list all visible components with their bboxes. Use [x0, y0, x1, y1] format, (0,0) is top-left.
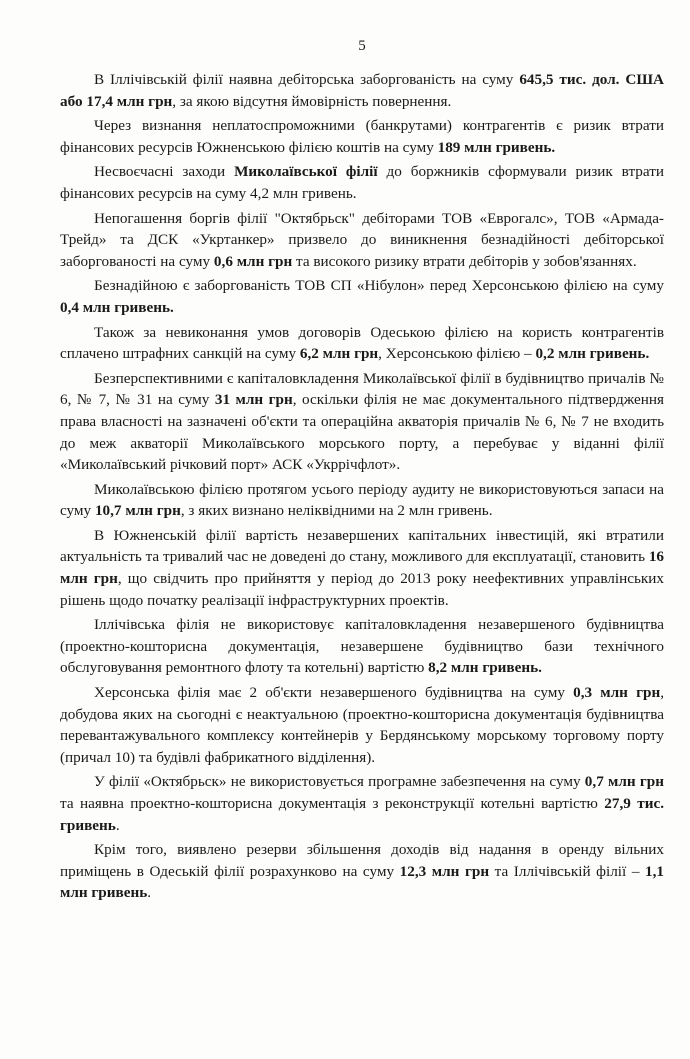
paragraph-text: Безперспективними є капіталовкладення Миколаївської філії в будівництво причалів № 6, № 7, № 31 на суму — [60, 369, 664, 409]
bold-amount: 0,6 млн грн — [213, 252, 293, 270]
paragraph-text: та Іллічівській філії – — [489, 862, 645, 880]
paragraph-text: . — [115, 816, 120, 834]
paragraph — [60, 682, 664, 768]
paragraph-text: , за якою відсутня ймовірність повернення. — [172, 92, 452, 110]
bold-amount: 0,3 млн грн — [573, 684, 661, 702]
paragraph-text: Через визнання неплатоспроможними (банкрутами) контрагентів є ризик втрати фінансових ресурсів Южненською філією коштів на суму — [60, 117, 664, 156]
paragraph-text: та наявна проектно-кошторисна документація з реконструкції котельні вартістю — [60, 795, 605, 812]
paragraph-text: Херсонська філія має 2 об'єкти незавершеного будівництва на суму — [94, 684, 574, 702]
paragraph-text: . — [147, 884, 152, 902]
paragraph-text: Крім того, виявлено резерви збільшення доходів від надання в оренду вільних приміщень в Одеській філії розрахунково на суму — [60, 841, 664, 880]
bold-amount: 27,9 тис. гривень — [60, 795, 664, 834]
paragraph-text: Непогашення боргів філії "Октябрьск" дебіторами ТОВ «Еврогалс», ТОВ «Армада-Трейд» та ДСК «Укртанкер» призвело до виникнення безнадійності дебіторської заборгованості на суму — [60, 209, 664, 270]
bold-amount: 10,7 млн грн — [94, 502, 181, 520]
paragraph-text: , з яких визнано неліквідними на 2 млн гривень. — [180, 502, 493, 520]
paragraph — [60, 839, 664, 904]
paragraph — [60, 208, 664, 273]
paragraph-text: Також за невиконання умов договорів Одеською філією на користь контрагентів сплачено штрафних санкцій на суму — [60, 323, 664, 363]
paragraph-text: , оскільки філія не має документального підтвердження права власності на зазначені об'єкти та операційна акваторія причалів № 6, № 7 не входить до меж акваторії Миколаївського морського порту, а перебуває у віданні філії «Миколаївський річковий порт» АСК «Укррічфлот». — [60, 391, 664, 474]
paragraph-text: Несвоєчасні заходи — [94, 163, 235, 181]
paragraph-text: , Херсонською філією – — [378, 345, 536, 363]
bold-amount: 31 млн грн — [214, 391, 293, 409]
bold-amount: 1,1 млн гривень — [60, 862, 664, 902]
paragraph — [60, 115, 664, 158]
paragraph-text: до боржників сформували ризик втрати фінансових ресурсів на суму 4,2 млн гривень. — [60, 163, 664, 202]
bold-amount: 645,5 тис. дол. США або 17,4 млн грн — [60, 71, 665, 110]
paragraph — [60, 322, 664, 365]
paragraph-text: Іллічівська філія не використовує капіталовкладення незавершеного будівництва (проектно-кошторисна документація, незавершене будівництво бази технічного обслуговування ремонтного флоту та котельні) вартістю — [60, 616, 664, 677]
paragraph-text: В Южненській філії вартість незавершених капітальних інвестицій, які втратили актуальність та тривалий час не доведені до стану, можливого для експлуатації, становить — [60, 526, 664, 566]
paragraph — [60, 614, 664, 679]
paragraph-text: та високого ризику втрати дебіторів у зобов'язаннях. — [292, 252, 637, 270]
bold-amount: 189 млн гривень. — [437, 138, 556, 156]
page-number: 5 — [358, 38, 366, 54]
paragraph-text: Миколаївською філією протягом усього періоду аудиту не використовуються запаси на суму — [60, 480, 664, 520]
paragraph-text: Безнадійною є заборгованість ТОВ СП «Нібулон» перед Херсонською філією на суму — [94, 277, 664, 295]
bold-amount: 8,2 млн гривень. — [428, 659, 542, 677]
paragraph — [60, 771, 664, 836]
paragraph — [60, 69, 664, 112]
paragraph-text: , добудова яких на сьогодні є неактуальною (проектно-кошторисна документація будівництва перевантажувального комплексу контейнерів у Бердянському морському торговому порту (причал 10) та будівлі фабрикатного відділення). — [60, 684, 664, 766]
bold-amount: 0,2 млн гривень. — [535, 345, 650, 363]
bold-amount: 0,7 млн грн — [584, 773, 664, 791]
bold-amount: 12,3 млн грн — [399, 862, 490, 880]
bold-amount: Миколаївської філії — [234, 163, 378, 181]
paragraph — [60, 479, 664, 522]
paragraph-text: В Іллічівській філії наявна дебіторська заборгованість на суму — [94, 71, 520, 88]
paragraph-text: , що свідчить про прийняття у період до 2013 року неефективних управлінських рішень щодо початку реалізації інфраструктурних проектів. — [60, 570, 664, 609]
paragraph — [60, 275, 664, 318]
paragraph-text: У філії «Октябрьск» не використовується програмне забезпечення на суму — [94, 773, 585, 791]
paragraph — [60, 161, 664, 204]
paragraph — [60, 525, 664, 611]
bold-amount: 16 млн грн — [60, 548, 664, 588]
bold-amount: 6,2 млн грн — [299, 345, 379, 363]
paragraph — [60, 368, 664, 476]
bold-amount: 0,4 млн гривень. — [60, 298, 174, 316]
document-body — [60, 69, 664, 904]
